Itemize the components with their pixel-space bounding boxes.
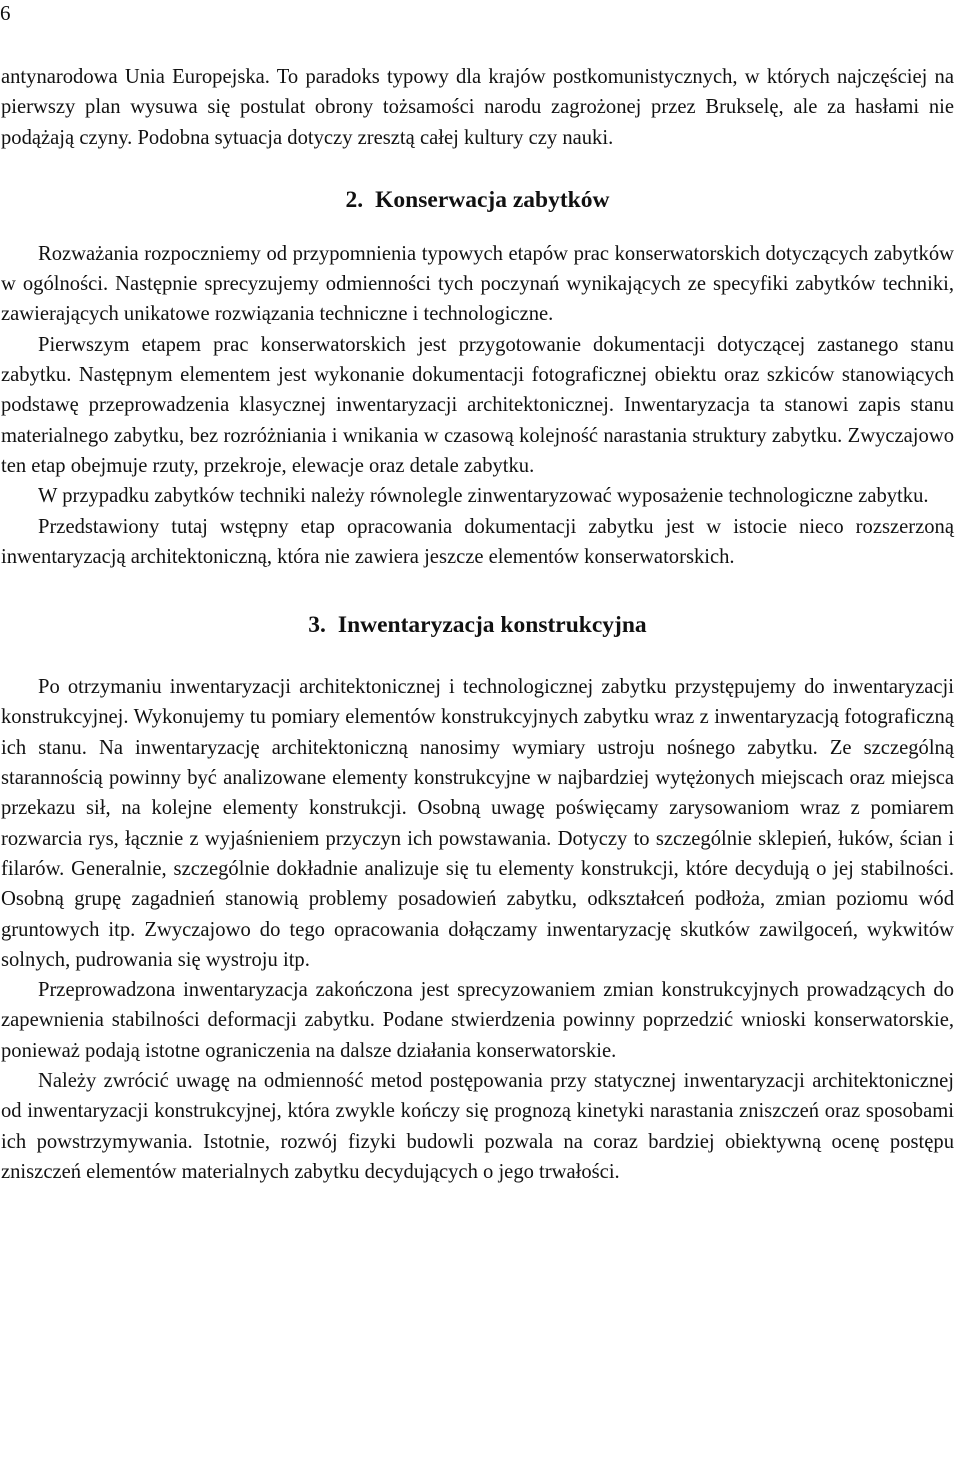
section-2-title: Konserwacja zabytków [375, 186, 610, 213]
section-2-paragraph: W przypadku zabytków techniki należy równolegle zinwentaryzować wyposażenie technologiczne zabytku. [38, 485, 929, 508]
section-3-heading [1, 610, 954, 640]
section-3-paragraph: Należy zwrócić uwagę na odmienność metod postępowania przy statycznej inwentaryzacji architektonicznej od inwentaryzacji konstrukcyjnej, która zwykle kończy się prognozą kinetyki narastania zniszczeń oraz sposobami ich powstrzymywania. Istotnie, rozwój fizyki budowli pozwala na coraz bardziej obiektywną ocenę postępu zniszczeń elementów materialnych zabytku decydujących o jego trwałości. [1, 1070, 954, 1183]
section-2-heading [1, 185, 954, 215]
section-3-paragraph: Przeprowadzona inwentaryzacja zakończona jest sprecyzowaniem zmian konstrukcyjnych prowadzących do zapewnienia stabilności deformacji zabytku. Podane stwierdzenia powinny poprzedzić wnioski konserwatorskie, ponieważ podają istotne ograniczenia na dalsze działania konserwatorskie. [1, 979, 954, 1062]
section-3-paragraph: Po otrzymaniu inwentaryzacji architektonicznej i technologicznej zabytku przystępujemy do inwentaryzacji konstrukcyjnej. Wykonujemy tu pomiary elementów konstrukcyjnych zabytku wraz z inwentaryzacją fotograficzną ich stanu. Na inwentaryzację architektoniczną nanosimy wymiary ustroju nośnego zabytku. Ze szczególną starannością powinny być analizowane elementy konstrukcyjne w najbardziej wytężonych miejscach oraz miejsca przekazu sił, na kolejne elementy konstrukcji. Osobną uwagę poświęcamy zarysowaniom wraz z pomiarem rozwarcia rys, łącznie z wyjaśnieniem przyczyn ich powstawania. Dotyczy to szczególnie sklepień, łuków, ścian i filarów. Generalnie, szczególnie dokładnie analizuje się tu elementy konstrukcji, które decydują o jej stabilności. Osobną grupę zagadnień stanowią problemy posadowień zabytku, odkształceń podłoża, zmian poziomu wód gruntowych itp. Zwyczajowo do tego opracowania dołączamy inwentaryzację skutków zawilgoceń, wykwitów solnych, pudrowania się wystroju itp. [1, 676, 954, 971]
intro-paragraph: antynarodowa Unia Europejska. To paradoks typowy dla krajów postkomunistycznych, w których najczęściej na pierwszy plan wysuwa się postulat obrony tożsamości narodu zagrożonej przez Brukselę, ale za hasłami nie podążają czyny. Podobna sytuacja dotyczy zresztą całej kultury czy nauki. [1, 66, 954, 149]
page-number: 6 [0, 1, 11, 25]
section-2-paragraph: Przedstawiony tutaj wstępny etap opracowania dokumentacji zabytku jest w istocie nieco rozszerzoną inwentaryzacją architektoniczną, która nie zawiera jeszcze elementów konserwatorskich. [1, 515, 954, 568]
section-3-title: Inwentaryzacja konstrukcyjna [337, 612, 647, 639]
section-3-number: 3. [308, 612, 326, 639]
section-2-number: 2. [345, 186, 364, 213]
section-2-paragraph: Pierwszym etapem prac konserwatorskich jest przygotowanie dokumentacji dotyczącej zastanego stanu zabytku. Następnym elementem jest wykonanie dokumentacji fotograficznej obiektu oraz szkiców stanowiących podstawę przeprowadzenia klasycznej inwentaryzacji architektonicznej. Inwentaryzacja ta stanowi zapis stanu materialnego zabytku, bez rozróżniania i wnikania w czasową kolejność narastania struktury zabytku. Zwyczajowo ten etap obejmuje rzuty, przekroje, elewacje oraz detale zabytku. [1, 333, 954, 477]
section-2-paragraph: Rozważania rozpoczniemy od przypomnienia typowych etapów prac konserwatorskich dotyczących zabytków w ogólności. Następnie sprecyzujemy odmienności tych poczynań wynikających ze specyfiki zabytków techniki, zawierających unikatowe rozwiązania techniczne i technologiczne. [1, 242, 954, 326]
page-content [1, 62, 954, 1187]
